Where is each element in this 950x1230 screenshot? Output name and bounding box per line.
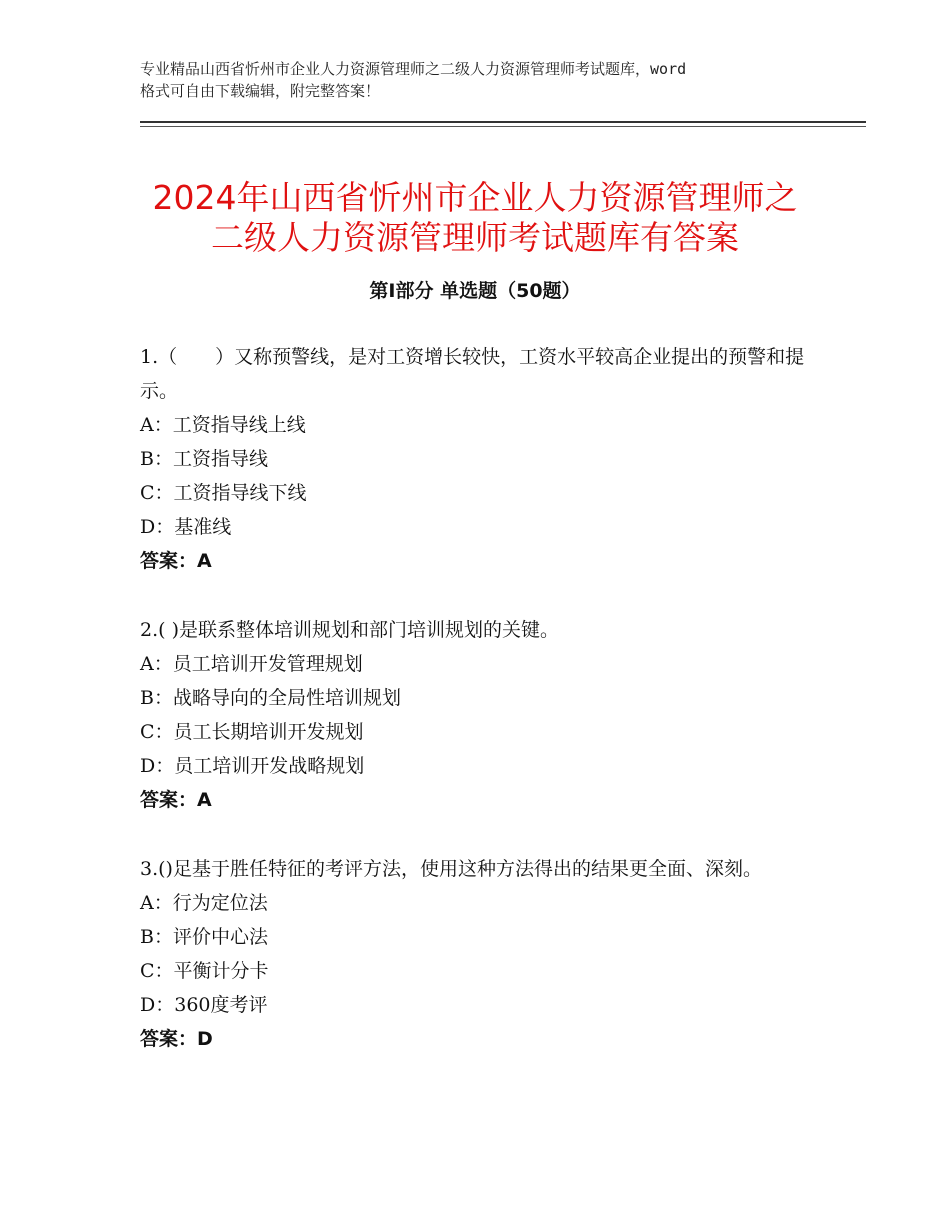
title-line-1: 2024年山西省忻州市企业人力资源管理师之 — [152, 178, 798, 218]
option-a: A：员工培训开发管理规划 — [140, 653, 363, 675]
header-divider-thin — [140, 126, 866, 127]
question-text: 2.( )是联系整体培训规划和部门培训规划的关键。 — [140, 619, 559, 641]
title-line-2: 二级人力资源管理师考试题库有答案 — [211, 218, 739, 258]
option-d: D：员工培训开发战略规划 — [140, 755, 365, 777]
header-divider-thick — [140, 121, 866, 123]
option-b: B：评价中心法 — [140, 926, 268, 948]
section-heading: 第Ⅰ部分 单选题（50题） — [369, 280, 581, 302]
option-a: A：行为定位法 — [140, 892, 268, 914]
option-c: C：工资指导线下线 — [140, 482, 307, 504]
header-note-line-1: 专业精品山西省忻州市企业人力资源管理师之二级人力资源管理师考试题库，word — [140, 60, 687, 78]
header-note-line-2: 格式可自由下载编辑，附完整答案！ — [140, 82, 381, 100]
answer: 答案：A — [140, 789, 212, 811]
question-text: 1.（ ）又称预警线，是对工资增长较快，工资水平较高企业提出的预警和提示。 — [140, 346, 805, 402]
option-b: B：战略导向的全局性培训规划 — [140, 687, 401, 709]
option-d: D：360度考评 — [140, 994, 268, 1016]
question-3 — [140, 852, 820, 1056]
question-text: 3.()足基于胜任特征的考评方法，使用这种方法得出的结果更全面、深刻。 — [140, 858, 762, 880]
answer: 答案：A — [140, 550, 212, 572]
question-2 — [140, 613, 820, 817]
option-b: B：工资指导线 — [140, 448, 268, 470]
option-c: C：平衡计分卡 — [140, 960, 269, 982]
question-1 — [140, 340, 820, 578]
option-a: A：工资指导线上线 — [140, 414, 306, 436]
answer: 答案：D — [140, 1028, 213, 1050]
header-note — [140, 58, 830, 102]
document-title — [100, 178, 850, 258]
option-c: C：员工长期培训开发规划 — [140, 721, 364, 743]
option-d: D：基准线 — [140, 516, 232, 538]
